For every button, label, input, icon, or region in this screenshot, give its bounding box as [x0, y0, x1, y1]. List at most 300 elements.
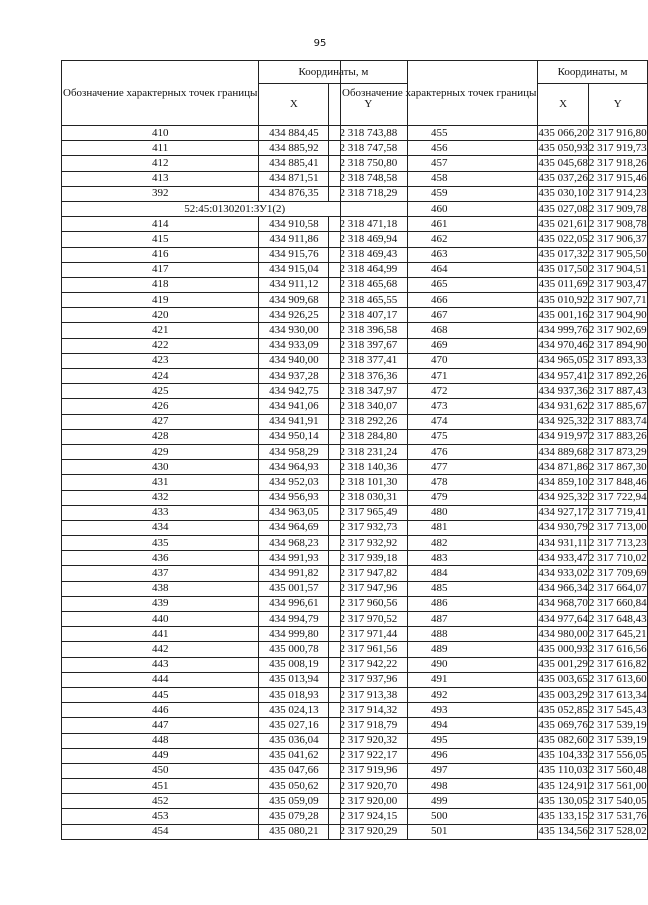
table-row — [341, 566, 648, 581]
point-number-cell: 486 — [341, 596, 538, 611]
y-coordinate-cell: 2 317 907,71 — [588, 293, 647, 308]
point-number-cell: 457 — [341, 156, 538, 171]
point-number-cell: 437 — [62, 566, 259, 581]
point-number-cell: 429 — [62, 444, 259, 459]
point-number-cell: 448 — [62, 733, 259, 748]
point-number-cell: 441 — [62, 627, 259, 642]
x-coordinate-cell: 435 110,03 — [538, 763, 589, 778]
y-coordinate-cell: 2 318 469,43 — [329, 247, 408, 262]
y-coordinate-cell: 2 317 904,90 — [588, 308, 647, 323]
y-coordinate-cell: 2 318 464,99 — [329, 262, 408, 277]
point-number-cell: 467 — [341, 308, 538, 323]
point-number-cell: 418 — [62, 277, 259, 292]
y-coordinate-cell: 2 317 920,32 — [329, 733, 408, 748]
x-coordinate-cell: 435 001,29 — [538, 657, 589, 672]
point-number-cell: 489 — [341, 642, 538, 657]
x-coordinate-cell: 434 885,92 — [259, 141, 329, 156]
x-coordinate-cell: 435 013,94 — [259, 672, 329, 687]
x-coordinate-cell: 434 980,00 — [538, 627, 589, 642]
y-coordinate-cell: 2 318 140,36 — [329, 460, 408, 475]
x-coordinate-cell: 434 889,68 — [538, 444, 589, 459]
y-coordinate-cell: 2 317 906,37 — [588, 232, 647, 247]
x-coordinate-cell: 434 910,58 — [259, 217, 329, 232]
y-coordinate-cell: 2 317 709,69 — [588, 566, 647, 581]
point-number-cell: 432 — [62, 490, 259, 505]
x-coordinate-cell: 434 871,86 — [538, 460, 589, 475]
table-row — [341, 399, 648, 414]
x-coordinate-cell: 434 930,00 — [259, 323, 329, 338]
x-coordinate-cell: 435 021,61 — [538, 217, 589, 232]
x-coordinate-cell: 435 041,62 — [259, 748, 329, 763]
y-coordinate-cell: 2 317 545,43 — [588, 703, 647, 718]
x-coordinate-cell: 434 999,80 — [259, 627, 329, 642]
y-coordinate-cell: 2 317 932,73 — [329, 520, 408, 535]
x-coordinate-cell: 435 066,20 — [538, 126, 589, 141]
table-row — [341, 217, 648, 232]
y-coordinate-cell: 2 317 616,82 — [588, 657, 647, 672]
x-coordinate-cell: 435 018,93 — [259, 687, 329, 702]
point-number-cell: 423 — [62, 353, 259, 368]
point-number-cell: 499 — [341, 794, 538, 809]
table-row — [341, 520, 648, 535]
y-coordinate-cell: 2 317 939,18 — [329, 551, 408, 566]
x-coordinate-cell: 434 915,04 — [259, 262, 329, 277]
y-coordinate-cell: 2 317 613,34 — [588, 687, 647, 702]
x-coordinate-cell: 434 933,02 — [538, 566, 589, 581]
y-coordinate-cell: 2 318 743,88 — [329, 126, 408, 141]
y-coordinate-cell: 2 317 528,02 — [588, 824, 647, 839]
point-number-cell: 500 — [341, 809, 538, 824]
point-number-cell: 477 — [341, 460, 538, 475]
table-body-right — [341, 126, 648, 840]
point-number-cell: 481 — [341, 520, 538, 535]
x-coordinate-cell: 434 996,61 — [259, 596, 329, 611]
x-coordinate-cell: 434 926,25 — [259, 308, 329, 323]
point-number-cell: 482 — [341, 536, 538, 551]
y-coordinate-cell: 2 317 919,96 — [329, 763, 408, 778]
x-coordinate-cell: 434 911,86 — [259, 232, 329, 247]
x-coordinate-cell: 435 022,05 — [538, 232, 589, 247]
point-number-cell: 468 — [341, 323, 538, 338]
y-coordinate-cell: 2 318 284,80 — [329, 429, 408, 444]
x-coordinate-cell: 434 964,69 — [259, 520, 329, 535]
table-row — [341, 794, 648, 809]
x-coordinate-cell: 435 124,91 — [538, 779, 589, 794]
table-row — [341, 536, 648, 551]
x-coordinate-cell: 434 911,12 — [259, 277, 329, 292]
y-coordinate-cell: 2 317 914,32 — [329, 703, 408, 718]
y-coordinate-cell: 2 317 913,38 — [329, 687, 408, 702]
point-number-cell: 493 — [341, 703, 538, 718]
table-row — [341, 718, 648, 733]
x-coordinate-cell: 435 030,10 — [538, 186, 589, 201]
y-coordinate-cell: 2 317 560,48 — [588, 763, 647, 778]
point-number-cell: 426 — [62, 399, 259, 414]
table-row — [341, 596, 648, 611]
point-number-cell: 484 — [341, 566, 538, 581]
coordinates-table-right — [340, 60, 648, 840]
point-number-cell: 501 — [341, 824, 538, 839]
x-coordinate-cell: 434 940,00 — [259, 353, 329, 368]
y-coordinate-cell: 2 317 909,78 — [588, 201, 647, 216]
table-row — [341, 171, 648, 186]
x-coordinate-cell: 435 079,28 — [259, 809, 329, 824]
y-coordinate-cell: 2 317 660,84 — [588, 596, 647, 611]
table-row — [341, 201, 648, 216]
x-coordinate-cell: 434 991,93 — [259, 551, 329, 566]
point-number-cell: 474 — [341, 414, 538, 429]
x-coordinate-cell: 434 991,82 — [259, 566, 329, 581]
point-number-cell: 415 — [62, 232, 259, 247]
point-number-cell: 485 — [341, 581, 538, 596]
y-coordinate-cell: 2 318 469,94 — [329, 232, 408, 247]
point-number-cell: 469 — [341, 338, 538, 353]
table-row — [341, 247, 648, 262]
point-number-cell: 411 — [62, 141, 259, 156]
x-coordinate-cell: 435 052,85 — [538, 703, 589, 718]
point-number-cell: 460 — [341, 201, 538, 216]
point-number-cell: 428 — [62, 429, 259, 444]
table-row — [341, 490, 648, 505]
table-row — [341, 627, 648, 642]
y-coordinate-cell: 2 317 965,49 — [329, 505, 408, 520]
point-number-cell: 466 — [341, 293, 538, 308]
y-coordinate-cell: 2 317 539,19 — [588, 733, 647, 748]
x-coordinate-cell: 434 958,29 — [259, 444, 329, 459]
y-coordinate-cell: 2 317 616,56 — [588, 642, 647, 657]
point-number-cell: 430 — [62, 460, 259, 475]
y-coordinate-cell: 2 317 867,30 — [588, 460, 647, 475]
point-number-cell: 438 — [62, 581, 259, 596]
x-coordinate-cell: 435 003,29 — [538, 687, 589, 702]
point-number-cell: 425 — [62, 384, 259, 399]
x-coordinate-cell: 434 968,23 — [259, 536, 329, 551]
table-row — [341, 384, 648, 399]
y-coordinate-cell: 2 317 920,00 — [329, 794, 408, 809]
y-coordinate-cell: 2 317 722,94 — [588, 490, 647, 505]
y-coordinate-cell: 2 317 885,67 — [588, 399, 647, 414]
point-number-cell: 496 — [341, 748, 538, 763]
x-coordinate-cell: 435 104,33 — [538, 748, 589, 763]
x-coordinate-cell: 434 952,03 — [259, 475, 329, 490]
table-row — [341, 551, 648, 566]
point-number-cell: 446 — [62, 703, 259, 718]
x-coordinate-cell: 434 909,68 — [259, 293, 329, 308]
point-number-cell: 473 — [341, 399, 538, 414]
point-number-cell: 419 — [62, 293, 259, 308]
table-row — [341, 353, 648, 368]
y-coordinate-cell: 2 318 292,26 — [329, 414, 408, 429]
y-coordinate-cell: 2 317 893,33 — [588, 353, 647, 368]
x-coordinate-cell: 435 082,60 — [538, 733, 589, 748]
x-coordinate-cell: 435 027,08 — [538, 201, 589, 216]
header-point-name: Обозначение характерных точек границы — [62, 61, 259, 126]
table-row — [341, 687, 648, 702]
x-coordinate-cell: 435 001,16 — [538, 308, 589, 323]
y-coordinate-cell: 2 318 407,17 — [329, 308, 408, 323]
point-number-cell: 488 — [341, 627, 538, 642]
point-number-cell: 465 — [341, 277, 538, 292]
table-row — [341, 262, 648, 277]
y-coordinate-cell: 2 317 932,92 — [329, 536, 408, 551]
table-row — [341, 156, 648, 171]
x-coordinate-cell: 435 027,16 — [259, 718, 329, 733]
y-coordinate-cell: 2 317 664,07 — [588, 581, 647, 596]
x-coordinate-cell: 434 970,46 — [538, 338, 589, 353]
table-row — [341, 308, 648, 323]
x-coordinate-cell: 434 930,79 — [538, 520, 589, 535]
point-number-cell: 483 — [341, 551, 538, 566]
y-coordinate-cell: 2 317 970,52 — [329, 612, 408, 627]
table-row — [341, 763, 648, 778]
x-coordinate-cell: 435 080,21 — [259, 824, 329, 839]
table-row — [341, 444, 648, 459]
x-coordinate-cell: 434 994,79 — [259, 612, 329, 627]
table-row — [341, 126, 648, 141]
header-x: X — [259, 84, 329, 126]
table-row — [341, 642, 648, 657]
y-coordinate-cell: 2 318 231,24 — [329, 444, 408, 459]
y-coordinate-cell: 2 317 904,51 — [588, 262, 647, 277]
point-number-cell: 417 — [62, 262, 259, 277]
point-number-cell: 442 — [62, 642, 259, 657]
y-coordinate-cell: 2 317 848,46 — [588, 475, 647, 490]
point-number-cell: 472 — [341, 384, 538, 399]
x-coordinate-cell: 435 047,66 — [259, 763, 329, 778]
point-number-cell: 498 — [341, 779, 538, 794]
point-number-cell: 420 — [62, 308, 259, 323]
x-coordinate-cell: 434 942,75 — [259, 384, 329, 399]
y-coordinate-cell: 2 317 903,47 — [588, 277, 647, 292]
x-coordinate-cell: 434 919,97 — [538, 429, 589, 444]
x-coordinate-cell: 434 933,47 — [538, 551, 589, 566]
y-coordinate-cell: 2 317 947,82 — [329, 566, 408, 581]
x-coordinate-cell: 434 964,93 — [259, 460, 329, 475]
x-coordinate-cell: 434 931,11 — [538, 536, 589, 551]
x-coordinate-cell: 434 941,06 — [259, 399, 329, 414]
x-coordinate-cell: 434 927,17 — [538, 505, 589, 520]
y-coordinate-cell: 2 317 961,56 — [329, 642, 408, 657]
point-number-cell: 410 — [62, 126, 259, 141]
x-coordinate-cell: 435 001,57 — [259, 581, 329, 596]
x-coordinate-cell: 434 925,32 — [538, 414, 589, 429]
point-number-cell: 447 — [62, 718, 259, 733]
x-coordinate-cell: 435 000,93 — [538, 642, 589, 657]
table-row — [341, 657, 648, 672]
table-row — [341, 369, 648, 384]
x-coordinate-cell: 435 133,15 — [538, 809, 589, 824]
x-coordinate-cell: 435 017,50 — [538, 262, 589, 277]
point-number-cell: 479 — [341, 490, 538, 505]
point-number-cell: 431 — [62, 475, 259, 490]
x-coordinate-cell: 435 008,19 — [259, 657, 329, 672]
y-coordinate-cell: 2 318 396,58 — [329, 323, 408, 338]
x-coordinate-cell: 434 968,70 — [538, 596, 589, 611]
point-number-cell: 422 — [62, 338, 259, 353]
point-number-cell: 464 — [341, 262, 538, 277]
y-coordinate-cell: 2 317 908,78 — [588, 217, 647, 232]
point-number-cell: 435 — [62, 536, 259, 551]
y-coordinate-cell: 2 317 648,43 — [588, 612, 647, 627]
table-row — [341, 703, 648, 718]
table-row — [341, 809, 648, 824]
page-number: 95 — [313, 38, 327, 49]
x-coordinate-cell: 435 050,93 — [538, 141, 589, 156]
y-coordinate-cell: 2 317 971,44 — [329, 627, 408, 642]
y-coordinate-cell: 2 318 465,55 — [329, 293, 408, 308]
x-coordinate-cell: 434 977,64 — [538, 612, 589, 627]
point-number-cell: 476 — [341, 444, 538, 459]
y-coordinate-cell: 2 318 471,18 — [329, 217, 408, 232]
x-coordinate-cell: 435 050,62 — [259, 779, 329, 794]
x-coordinate-cell: 435 045,68 — [538, 156, 589, 171]
x-coordinate-cell: 434 966,34 — [538, 581, 589, 596]
header-point-name: Обозначение характерных точек границы — [341, 61, 538, 126]
point-number-cell: 471 — [341, 369, 538, 384]
y-coordinate-cell: 2 317 937,96 — [329, 672, 408, 687]
x-coordinate-cell: 434 871,51 — [259, 171, 329, 186]
y-coordinate-cell: 2 318 750,80 — [329, 156, 408, 171]
header-coordinates: Координаты, м — [259, 61, 408, 84]
y-coordinate-cell: 2 317 919,73 — [588, 141, 647, 156]
point-number-cell: 490 — [341, 657, 538, 672]
table-row — [341, 733, 648, 748]
point-number-cell: 495 — [341, 733, 538, 748]
point-number-cell: 414 — [62, 217, 259, 232]
y-coordinate-cell: 2 317 960,56 — [329, 596, 408, 611]
y-coordinate-cell: 2 318 718,29 — [329, 186, 408, 201]
x-coordinate-cell: 435 024,13 — [259, 703, 329, 718]
table-row — [341, 505, 648, 520]
y-coordinate-cell: 2 317 892,26 — [588, 369, 647, 384]
point-number-cell: 461 — [341, 217, 538, 232]
y-coordinate-cell: 2 318 101,30 — [329, 475, 408, 490]
point-number-cell: 475 — [341, 429, 538, 444]
y-coordinate-cell: 2 318 397,67 — [329, 338, 408, 353]
y-coordinate-cell: 2 317 645,21 — [588, 627, 647, 642]
table-row — [341, 748, 648, 763]
y-coordinate-cell: 2 317 905,50 — [588, 247, 647, 262]
point-number-cell: 443 — [62, 657, 259, 672]
table-row — [341, 460, 648, 475]
x-coordinate-cell: 434 957,41 — [538, 369, 589, 384]
y-coordinate-cell: 2 318 347,97 — [329, 384, 408, 399]
y-coordinate-cell: 2 318 465,68 — [329, 277, 408, 292]
point-number-cell: 424 — [62, 369, 259, 384]
y-coordinate-cell: 2 317 920,70 — [329, 779, 408, 794]
x-coordinate-cell: 434 937,28 — [259, 369, 329, 384]
x-coordinate-cell: 434 963,05 — [259, 505, 329, 520]
table-row — [341, 581, 648, 596]
y-coordinate-cell: 2 317 914,23 — [588, 186, 647, 201]
y-coordinate-cell: 2 317 556,05 — [588, 748, 647, 763]
x-coordinate-cell: 435 134,56 — [538, 824, 589, 839]
table-row — [341, 672, 648, 687]
point-number-cell: 478 — [341, 475, 538, 490]
table-row — [341, 414, 648, 429]
point-number-cell: 463 — [341, 247, 538, 262]
table-row — [341, 186, 648, 201]
table-row — [341, 429, 648, 444]
point-number-cell: 462 — [341, 232, 538, 247]
x-coordinate-cell: 434 884,45 — [259, 126, 329, 141]
y-coordinate-cell: 2 318 340,07 — [329, 399, 408, 414]
point-number-cell: 450 — [62, 763, 259, 778]
x-coordinate-cell: 435 003,65 — [538, 672, 589, 687]
y-coordinate-cell: 2 317 540,05 — [588, 794, 647, 809]
y-coordinate-cell: 2 317 883,74 — [588, 414, 647, 429]
table-row — [341, 475, 648, 490]
table-row — [341, 338, 648, 353]
y-coordinate-cell: 2 318 030,31 — [329, 490, 408, 505]
table-row — [341, 824, 648, 839]
x-coordinate-cell: 435 017,32 — [538, 247, 589, 262]
point-number-cell: 452 — [62, 794, 259, 809]
point-number-cell: 492 — [341, 687, 538, 702]
y-coordinate-cell: 2 317 920,29 — [329, 824, 408, 839]
y-coordinate-cell: 2 318 747,58 — [329, 141, 408, 156]
y-coordinate-cell: 2 318 748,58 — [329, 171, 408, 186]
x-coordinate-cell: 435 010,92 — [538, 293, 589, 308]
header-y: Y — [329, 84, 408, 126]
point-number-cell: 470 — [341, 353, 538, 368]
x-coordinate-cell: 435 011,69 — [538, 277, 589, 292]
x-coordinate-cell: 434 876,35 — [259, 186, 329, 201]
x-coordinate-cell: 435 036,04 — [259, 733, 329, 748]
point-number-cell: 412 — [62, 156, 259, 171]
y-coordinate-cell: 2 317 915,46 — [588, 171, 647, 186]
header-y: Y — [588, 84, 647, 126]
y-coordinate-cell: 2 317 539,19 — [588, 718, 647, 733]
y-coordinate-cell: 2 317 922,17 — [329, 748, 408, 763]
x-coordinate-cell: 434 915,76 — [259, 247, 329, 262]
point-number-cell: 427 — [62, 414, 259, 429]
table-row — [341, 141, 648, 156]
x-coordinate-cell: 434 931,62 — [538, 399, 589, 414]
point-number-cell: 392 — [62, 186, 259, 201]
y-coordinate-cell: 2 317 883,26 — [588, 429, 647, 444]
point-number-cell: 440 — [62, 612, 259, 627]
point-number-cell: 433 — [62, 505, 259, 520]
y-coordinate-cell: 2 317 894,90 — [588, 338, 647, 353]
x-coordinate-cell: 434 941,91 — [259, 414, 329, 429]
x-coordinate-cell: 434 933,09 — [259, 338, 329, 353]
x-coordinate-cell: 434 859,10 — [538, 475, 589, 490]
section-label: 52:45:0130201:ЗУ1(2) — [62, 201, 408, 216]
x-coordinate-cell: 434 999,76 — [538, 323, 589, 338]
point-number-cell: 416 — [62, 247, 259, 262]
y-coordinate-cell: 2 317 947,96 — [329, 581, 408, 596]
point-number-cell: 456 — [341, 141, 538, 156]
point-number-cell: 459 — [341, 186, 538, 201]
point-number-cell: 453 — [62, 809, 259, 824]
table-row — [341, 612, 648, 627]
x-coordinate-cell: 434 950,14 — [259, 429, 329, 444]
point-number-cell: 444 — [62, 672, 259, 687]
x-coordinate-cell: 435 069,76 — [538, 718, 589, 733]
x-coordinate-cell: 434 965,05 — [538, 353, 589, 368]
y-coordinate-cell: 2 317 713,23 — [588, 536, 647, 551]
point-number-cell: 451 — [62, 779, 259, 794]
x-coordinate-cell: 434 937,36 — [538, 384, 589, 399]
point-number-cell: 434 — [62, 520, 259, 535]
point-number-cell: 454 — [62, 824, 259, 839]
point-number-cell: 421 — [62, 323, 259, 338]
x-coordinate-cell: 435 037,26 — [538, 171, 589, 186]
y-coordinate-cell: 2 317 613,60 — [588, 672, 647, 687]
table-row — [341, 232, 648, 247]
point-number-cell: 436 — [62, 551, 259, 566]
